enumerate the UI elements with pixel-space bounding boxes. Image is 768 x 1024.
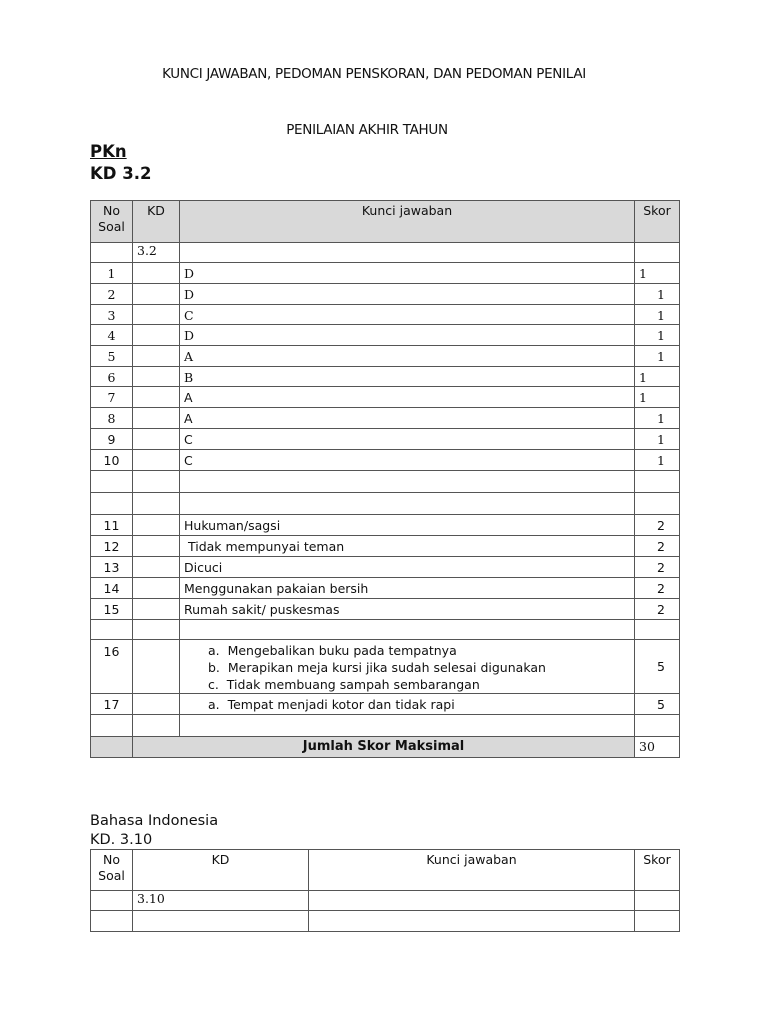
table-row <box>91 536 680 557</box>
row-answer: Dicuci <box>180 557 635 578</box>
row-skor: 1 <box>635 387 680 408</box>
table-row <box>91 284 680 305</box>
row-answer: Tidak mempunyai teman <box>180 536 635 557</box>
row-number: 5 <box>91 346 133 367</box>
table-header-row <box>91 201 680 243</box>
row-skor: 1 <box>635 346 680 367</box>
row-answer: C <box>180 429 635 450</box>
table-row <box>91 694 680 715</box>
table-row <box>91 578 680 599</box>
table-row <box>91 599 680 620</box>
table-row <box>91 640 680 694</box>
row-skor: 5 <box>635 640 680 694</box>
table-row <box>91 515 680 536</box>
kd-value: 3.2 <box>133 243 180 263</box>
row-answer: B <box>180 367 635 387</box>
row-number: 3 <box>91 305 133 325</box>
row-answer: A <box>180 408 635 429</box>
table-row <box>91 305 680 325</box>
row-number: 10 <box>91 450 133 471</box>
kd-value: 3.10 <box>133 891 309 911</box>
row-skor: 1 <box>635 408 680 429</box>
table-row <box>91 620 680 640</box>
row-answer: C <box>180 450 635 471</box>
row-number: 7 <box>91 387 133 408</box>
row-skor: 2 <box>635 578 680 599</box>
row-answer: Hukuman/sagsi <box>180 515 635 536</box>
row-number: 14 <box>91 578 133 599</box>
row-skor: 1 <box>635 305 680 325</box>
row-number: 12 <box>91 536 133 557</box>
pkn-kd-heading: KD 3.2 <box>90 164 152 183</box>
table-row <box>91 263 680 284</box>
header-kunci-jawaban: Kunci jawaban <box>309 850 635 891</box>
row-answer: A <box>180 387 635 408</box>
row-skor: 2 <box>635 536 680 557</box>
row-number: 17 <box>91 694 133 715</box>
table-row <box>91 911 680 932</box>
row-number: 16 <box>91 640 133 694</box>
table-row <box>91 243 680 263</box>
row-answer: Menggunakan pakaian bersih <box>180 578 635 599</box>
row-answer-list <box>180 640 635 694</box>
table-row <box>91 367 680 387</box>
header-kd: KD <box>133 850 309 891</box>
header-skor: Skor <box>635 201 680 243</box>
bahasa-subject-heading: Bahasa Indonesia <box>90 813 219 829</box>
header-kunci-jawaban: Kunci jawaban <box>180 201 635 243</box>
row-number: 1 <box>91 263 133 284</box>
list-item: c. Tidak membuang sampah sembarangan <box>208 677 480 692</box>
row-skor: 2 <box>635 557 680 578</box>
bahasa-answer-table <box>90 849 680 932</box>
bahasa-kd-heading: KD. 3.10 <box>90 832 153 848</box>
table-row <box>91 429 680 450</box>
row-number: 8 <box>91 408 133 429</box>
total-row <box>91 737 680 758</box>
pkn-answer-table <box>90 200 680 758</box>
row-answer: D <box>180 263 635 284</box>
header-kd: KD <box>133 201 180 243</box>
total-label: Jumlah Skor Maksimal <box>133 737 635 758</box>
header-no-soal: No Soal <box>91 201 133 243</box>
row-number: 2 <box>91 284 133 305</box>
row-skor: 5 <box>635 694 680 715</box>
table-row <box>91 450 680 471</box>
total-value: 30 <box>635 737 680 758</box>
row-skor: 1 <box>635 284 680 305</box>
table-row <box>91 346 680 367</box>
row-answer: a. Tempat menjadi kotor dan tidak rapi <box>180 694 635 715</box>
list-item: a. Mengebalikan buku pada tempatnya <box>208 643 457 658</box>
header-skor: Skor <box>635 850 680 891</box>
row-skor: 2 <box>635 515 680 536</box>
table-row <box>91 325 680 346</box>
row-answer: D <box>180 284 635 305</box>
row-answer: Rumah sakit/ puskesmas <box>180 599 635 620</box>
document-subtitle: PENILAIAN AKHIR TAHUN <box>286 122 448 138</box>
document-title: KUNCI JAWABAN, PEDOMAN PENSKORAN, DAN PEDOMAN PENILAI <box>162 66 586 82</box>
header-no-soal: No Soal <box>91 850 133 891</box>
pkn-subject-heading: PKn <box>90 142 127 161</box>
list-item: b. Merapikan meja kursi jika sudah selesai digunakan <box>208 660 546 675</box>
row-skor: 1 <box>635 429 680 450</box>
table-row <box>91 493 680 515</box>
row-skor: 1 <box>635 263 680 284</box>
table-row <box>91 557 680 578</box>
table-row <box>91 471 680 493</box>
row-answer: D <box>180 325 635 346</box>
row-skor: 1 <box>635 325 680 346</box>
table-row <box>91 408 680 429</box>
table-row <box>91 891 680 911</box>
row-skor: 1 <box>635 367 680 387</box>
row-answer: A <box>180 346 635 367</box>
row-number: 11 <box>91 515 133 536</box>
row-number: 4 <box>91 325 133 346</box>
row-number: 13 <box>91 557 133 578</box>
table-row <box>91 387 680 408</box>
row-number: 9 <box>91 429 133 450</box>
table-header-row <box>91 850 680 891</box>
row-skor: 1 <box>635 450 680 471</box>
row-answer: C <box>180 305 635 325</box>
table-row <box>91 715 680 737</box>
row-skor: 2 <box>635 599 680 620</box>
row-number: 15 <box>91 599 133 620</box>
row-number: 6 <box>91 367 133 387</box>
